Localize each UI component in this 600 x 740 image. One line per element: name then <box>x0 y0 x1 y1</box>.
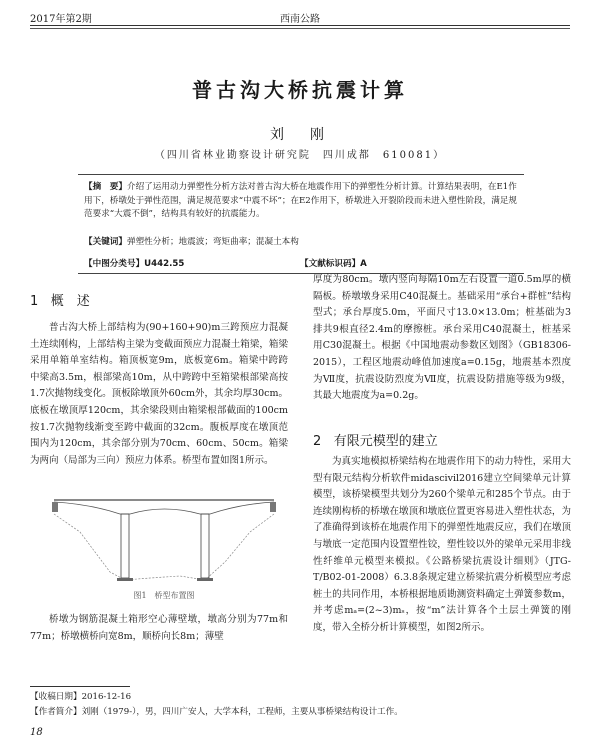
pier-right <box>201 514 209 578</box>
author-affiliation: （四川省林业勘察设计研究院 四川成都 610081） <box>154 150 446 161</box>
pier-left <box>121 514 129 578</box>
paper-title: 普古沟大桥抗震计算 <box>192 78 408 102</box>
received-date: 【收稿日期】2016-12-16 <box>30 692 132 702</box>
pile-cap-right <box>197 578 213 581</box>
author-bio: 【作者简介】刘刚（1979-），男，四川广安人，大学本科，工程师，主要从事桥梁结构设计工作。 <box>30 707 403 717</box>
classification-label: 【中图分类号】 <box>84 259 145 269</box>
abstract <box>84 181 520 222</box>
footnote-rule <box>30 686 130 687</box>
header-rule <box>30 25 570 26</box>
abutment-right <box>270 502 276 512</box>
issue-label: 2017年第2期 <box>30 14 92 25</box>
keywords-text: 弹塑性分析；地震波；弯矩曲率；混凝土本构 <box>126 237 299 247</box>
figure-1-caption: 图1 桥型布置图 <box>133 591 195 600</box>
abstract-label: 【摘 要】 <box>84 182 127 192</box>
running-header <box>30 10 570 24</box>
section-1-paragraph-1: 普古沟大桥上部结构为(90+160+90)m三跨预应力混凝土连续刚构，上部结构主梁为变截面预应力混凝土箱梁，箱梁采用单箱单室结构。箱顶板宽9m，底板宽6m。箱梁中跨跨中梁高3.5m，根部梁高10m，从中跨跨中至箱梁根部梁高按1.7次抛物线变化。顶板除墩顶外60cm外，其余均厚30cm。底板在墩顶厚120cm，其余梁段则由箱梁根部截面的100cm按1.7次抛物线渐变至跨中截面的32cm。腹板厚度在墩顶范围内为120cm，其余部分别为70cm、60cm、50cm。箱梁为两向（局部为三向）预应力体系。桥型布置如图1所示。 <box>30 322 288 466</box>
section-2-number: 2 <box>313 434 322 449</box>
section-1-number: 1 <box>30 294 39 309</box>
section-1-title: 概 述 <box>50 294 90 309</box>
document-code-value: A <box>360 259 367 269</box>
keywords-label: 【关键词】 <box>84 237 127 247</box>
section-1-heading <box>30 290 90 309</box>
right-column-paragraph-1: 厚度为80cm。墩内竖向每隔10m左右设置一道0.5m厚的横隔板。桥墩墩身采用C40混凝土。基础采用“承台+群桩”结构型式；承台厚度5.0m，平面尺寸13.0×13.0m；桩基础为3排共9根直径2.4m的摩擦桩。承台采用C40混凝土，桩基采用C30混凝土。根据《中国地震动参数区划图》（GB18306-2015），工程区地震动峰值加速度a=0.15g，地震基本烈度为Ⅶ度，抗震设防烈度为Ⅶ度，抗震设防措施等级为9级，其最大地震度为a=0.2g。 <box>313 274 571 402</box>
abstract-text: 介绍了运用动力弹塑性分析方法对普古沟大桥在地震作用下的弹塑性分析计算。计算结果表明，在E1作用下，桥墩处于弹性范围，满足规范要求“中震不坏”；在E2作用下，桥墩进入开裂阶段而未进入塑性阶段，满足规范要求“大震不倒”，结构具有较好的抗震能力。 <box>84 182 518 219</box>
keywords <box>84 235 520 247</box>
section-2-title: 有限元模型的建立 <box>333 434 438 449</box>
section-2-heading <box>313 430 438 449</box>
classification-value: U442.55 <box>144 259 185 269</box>
page-number: 18 <box>30 727 43 738</box>
author-name: 刘 刚 <box>270 127 330 143</box>
section-1-paragraph-2: 桥墩为钢筋混凝土箱形空心薄壁墩，墩高分别为77m和77m；桥墩横桥向宽8m，顺桥向长8m；薄壁 <box>30 614 288 642</box>
classification <box>84 257 184 269</box>
pile-cap-left <box>117 578 133 581</box>
journal-name: 西南公路 <box>280 14 320 25</box>
abutment-left <box>52 502 58 512</box>
girder-soffit <box>54 502 274 514</box>
document-code <box>300 257 367 269</box>
document-code-label: 【文献标识码】 <box>300 259 361 269</box>
ground-profile <box>54 514 274 580</box>
header-rule-thin <box>30 28 570 29</box>
section-2-paragraph: 为真实地模拟桥梁结构在地震作用下的动力特性，采用大型有限元结构分析软件midascivil2016建立空间梁单元计算模型，该桥梁模型共划分为260个梁单元和285个节点。由于连续刚构桥的桥墩在墩顶和墩底位置更容易进入塑性状态，为了准确得到该桥在地震作用下的弹塑性地震反应，我们在墩顶与墩底一定范围内设置塑性铰，塑性铰以外的梁单元采用非线性纤维单元模型来模拟。《公路桥梁抗震设计细则》（JTG-T/B02-01-2008）6.3.8条规定建立桥梁抗震分析模型应考虑桩土的共同作用，本桥根据地质勘测资料确定土弹簧参数m，并考虑mₐ=(2~3)mₛ，按“m”法计算各个土层土弹簧的刚度，带入全桥分析计算模型，如图2所示。 <box>313 456 571 633</box>
bridge-layout-figure <box>50 492 278 584</box>
